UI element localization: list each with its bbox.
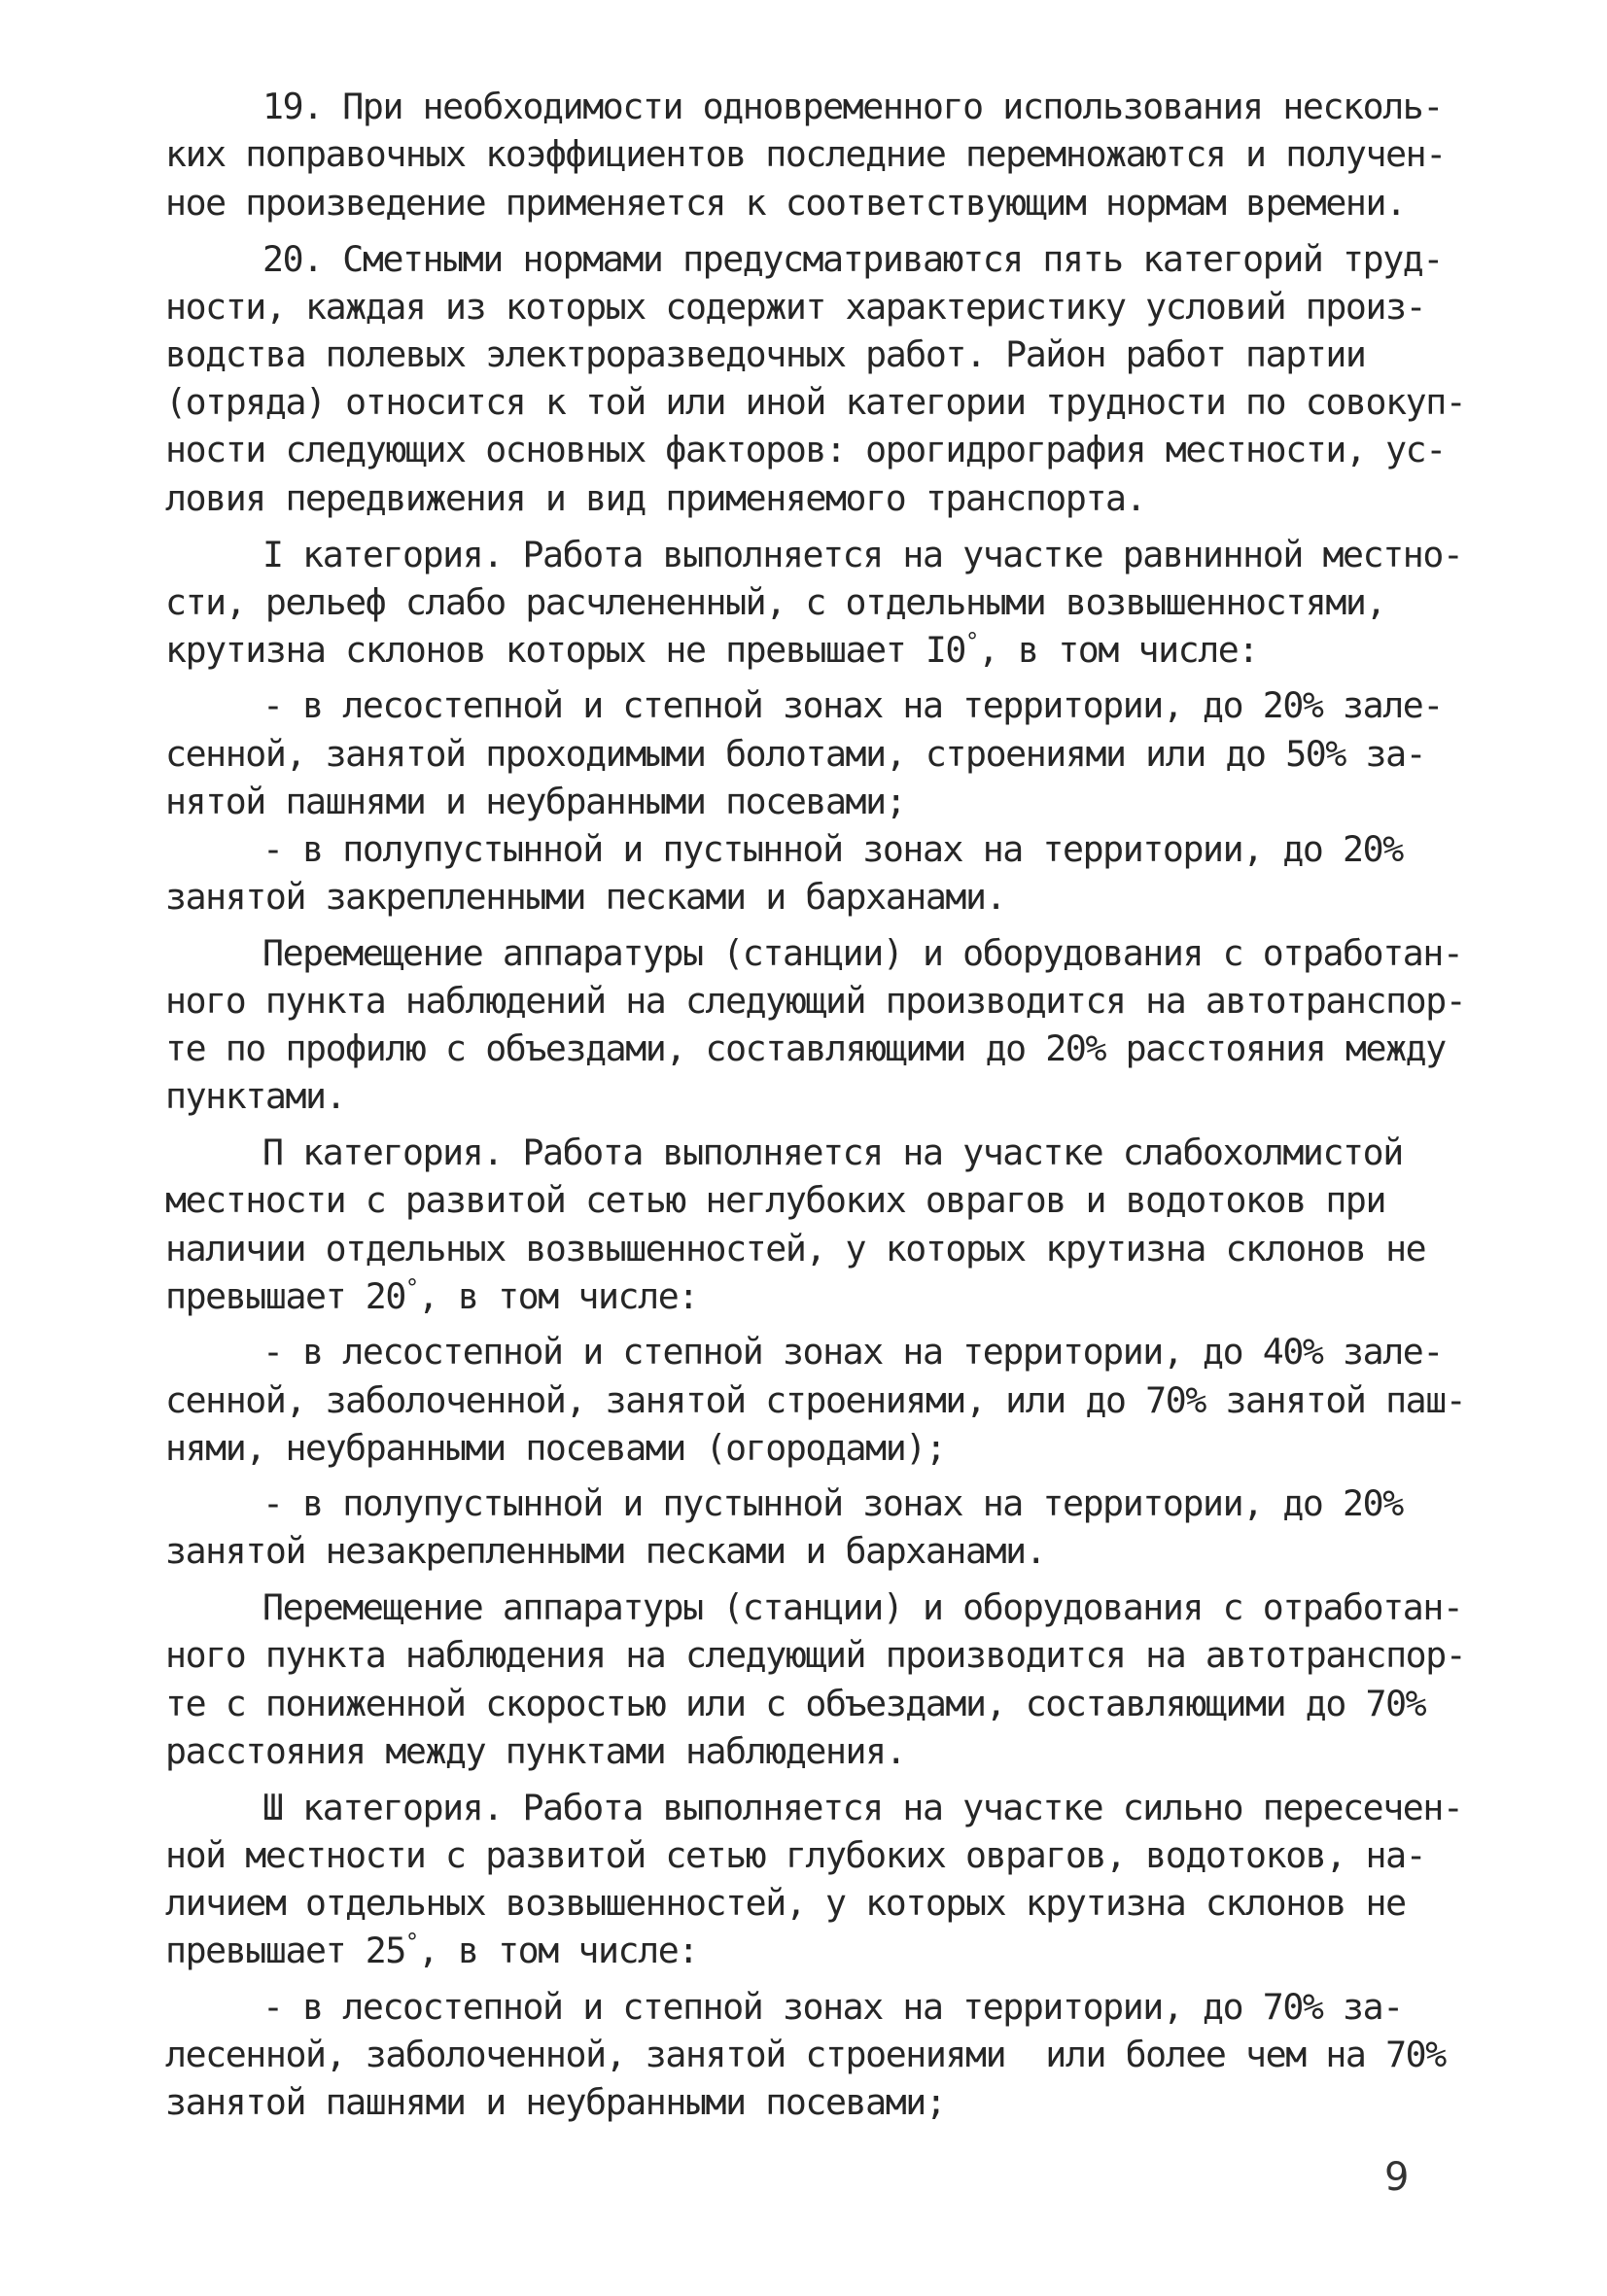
text-line: те с пониженной скоростью или с объездами, составляющими до 70% [165, 1683, 1426, 1724]
text-line: 20. Сметными нормами предусматриваются пять категорий труд- [262, 238, 1443, 280]
text-line: - в лесостепной и степной зонах на территории, до 20% зале- [262, 684, 1443, 726]
text-line: крутизна склонов которых не превышает I0°, в том числе: [165, 627, 1258, 671]
text-line: нятой пашнями и неубранными посевами; [165, 781, 906, 822]
text-line: сенной, заболоченной, занятой строениями, или до 70% занятой паш- [165, 1379, 1466, 1421]
page-number: 9 [1384, 2155, 1410, 2200]
text-line: местности с развитой сетью неглубоких оврагов и водотоков при [165, 1179, 1386, 1221]
text-line: ности следующих основных факторов: орогидрография местности, ус- [165, 429, 1446, 470]
text-line: ловия передвижения и вид применяемого транспорта. [165, 477, 1146, 519]
text-line: (отряда) относится к той или иной категории трудности по совокуп- [165, 381, 1466, 423]
text-line: пунктами. [165, 1075, 346, 1117]
text-line: личием отдельных возвышенностей, у которых крутизна склонов не [165, 1882, 1406, 1924]
text-line: - в лесостепной и степной зонах на территории, до 70% за- [262, 1986, 1403, 2028]
text-line: те по профилю с объездами, составляющими до 20% расстояния между [165, 1027, 1446, 1069]
text-line: превышает 25°, в том числе: [165, 1928, 698, 1971]
text-line: Ш категория. Работа выполняется на участке сильно пересечен- [262, 1787, 1463, 1828]
text-line: наличии отдельных возвышенностей, у которых крутизна склонов не [165, 1228, 1426, 1270]
text-line: Перемещение аппаратуры (станции) и оборудования с отработан- [262, 1586, 1463, 1628]
text-line: расстояния между пунктами наблюдения. [165, 1730, 906, 1772]
text-line: ких поправочных коэффициентов последние перемножаются и получен- [165, 133, 1446, 175]
text-line: ного пункта наблюдения на следующий производится на автотранспор- [165, 1634, 1466, 1676]
text-line: занятой пашнями и неубранными посевами; [165, 2081, 946, 2123]
text-line: - в полупустынной и пустынной зонах на территории, до 20% [262, 1482, 1403, 1524]
text-line: 19. При необходимости одновременного использования несколь- [262, 86, 1443, 127]
text-line: ное произведение применяется к соответствующим нормам времени. [165, 182, 1406, 224]
text-line: ного пункта наблюдений на следующий производится на автотранспор- [165, 980, 1466, 1022]
text-line: - в лесостепной и степной зонах на территории, до 40% зале- [262, 1331, 1443, 1373]
text-line: занятой закрепленными песками и барханами. [165, 876, 1006, 918]
text-line: сти, рельеф слабо расчлененный, с отдельными возвышенностями, [165, 581, 1386, 623]
text-line: I категория. Работа выполняется на участке равнинной местно- [262, 534, 1463, 575]
text-line: - в полупустынной и пустынной зонах на территории, до 20% [262, 828, 1403, 870]
text-line: ности, каждая из которых содержит характеристику условий произ- [165, 286, 1426, 328]
text-line: превышает 20°, в том числе: [165, 1273, 698, 1317]
text-line: Перемещение аппаратуры (станции) и оборудования с отработан- [262, 932, 1463, 974]
text-line: водства полевых электроразведочных работ. Район работ партии [165, 333, 1366, 375]
text-line: нями, неубранными посевами (огородами); [165, 1427, 946, 1469]
text-line: занятой незакрепленными песками и барханами. [165, 1530, 1046, 1572]
text-line: П категория. Работа выполняется на участке слабохолмистой [262, 1131, 1403, 1173]
text-line: ной местности с развитой сетью глубоких оврагов, водотоков, на- [165, 1834, 1426, 1876]
text-line: сенной, занятой проходимыми болотами, строениями или до 50% за- [165, 733, 1426, 775]
text-line: лесенной, заболоченной, занятой строениями или более чем на 70% [165, 2034, 1446, 2075]
